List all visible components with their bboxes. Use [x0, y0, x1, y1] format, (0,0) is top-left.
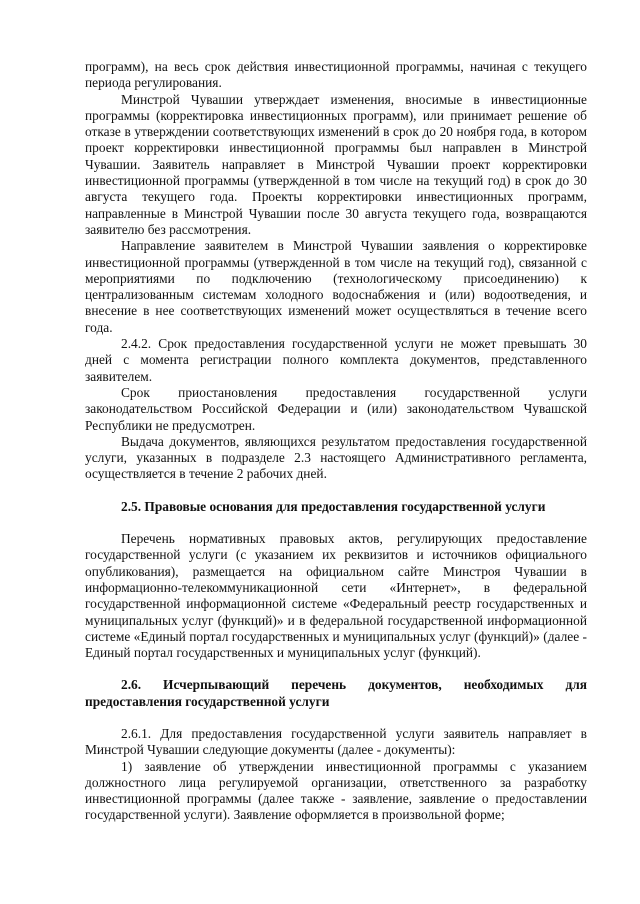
paragraph-documents-issuance: Выдача документов, являющихся результатом предоставления государственной услуги, указанных в подразделе 2.3 настоящего Административного регламента, осуществляется в течение 2 рабочих дней. [85, 433, 587, 482]
document-page [85, 59, 587, 824]
paragraph-application-item: 1) заявление об утверждении инвестиционной программы с указанием должностного лица регулируемой организации, ответственного за разработку инвестиционной программы (далее также - заявление, заявление о предоставлении государственной услуги). Заявление оформляется в произвольной форме; [85, 758, 587, 823]
section-heading-2-6: 2.6. Исчерпывающий перечень документов, необходимых для предоставления государственной услуги [85, 677, 587, 709]
section-spacer [85, 661, 587, 677]
paragraph-correction-request: Направление заявителем в Минстрой Чувашии заявления о корректировке инвестиционной программы (утвержденной в том числе на текущий год), связанной с мероприятиями по подключению (технологическому присоединению) к централизованным системам холодного водоснабжения и (или) водоотведения, и внесение в нее соответствующих изменений может осуществляться в течение всего года. [85, 238, 587, 335]
paragraph-suspension-term: Срок приостановления предоставления государственной услуги законодательством Российской Федерации и (или) законодательством Чувашской Республики не предусмотрен. [85, 384, 587, 433]
paragraph-ministry-approval: Минстрой Чувашии утверждает изменения, вносимые в инвестиционные программы (корректировка инвестиционных программ), или принимает решение об отказе в утверждении соответствующих изменений в срок до 20 ноября года, в котором проект корректировки инвестиционной программы был направлен в Минстрой Чувашии. Заявитель направляет в Минстрой Чувашии проект корректировки инвестиционной программы (утвержденной в том числе на текущий год) в срок до 30 августа текущего года. Проекты корректировки инвестиционных программ, направленные в Минстрой Чувашии после 30 августа текущего года, возвращаются заявителю без рассмотрения. [85, 91, 587, 237]
paragraph-2-6-1: 2.6.1. Для предоставления государственной услуги заявитель направляет в Минстрой Чувашии следующие документы (далее - документы): [85, 725, 587, 758]
paragraph-continuation: программ), на весь срок действия инвестиционной программы, начиная с текущего периода регулирования. [85, 59, 587, 91]
paragraph-2-4-2: 2.4.2. Срок предоставления государственной услуги не может превышать 30 дней с момента регистрации полного комплекта документов, представленного заявителем. [85, 336, 587, 384]
section-spacer [85, 710, 587, 726]
section-spacer [85, 515, 587, 531]
section-heading-2-5: 2.5. Правовые основания для предоставления государственной услуги [121, 498, 546, 514]
paragraph-legal-acts: Перечень нормативных правовых актов, регулирующих предоставление государственной услуги (с указанием их реквизитов и источников официального опубликования), размещается на официальном сайте Минстроя Чувашии в информационно-телекоммуникационной сети «Интернет», в федеральной государственной информационной системе «Федеральный реестр государственных и муниципальных услуг (функций)» и в федеральной государственной информационной системе «Единый портал государственных и муниципальных услуг (функций)» (далее - Единый портал государственных и муниципальных услуг (функций). [85, 531, 587, 661]
section-spacer [85, 483, 587, 499]
